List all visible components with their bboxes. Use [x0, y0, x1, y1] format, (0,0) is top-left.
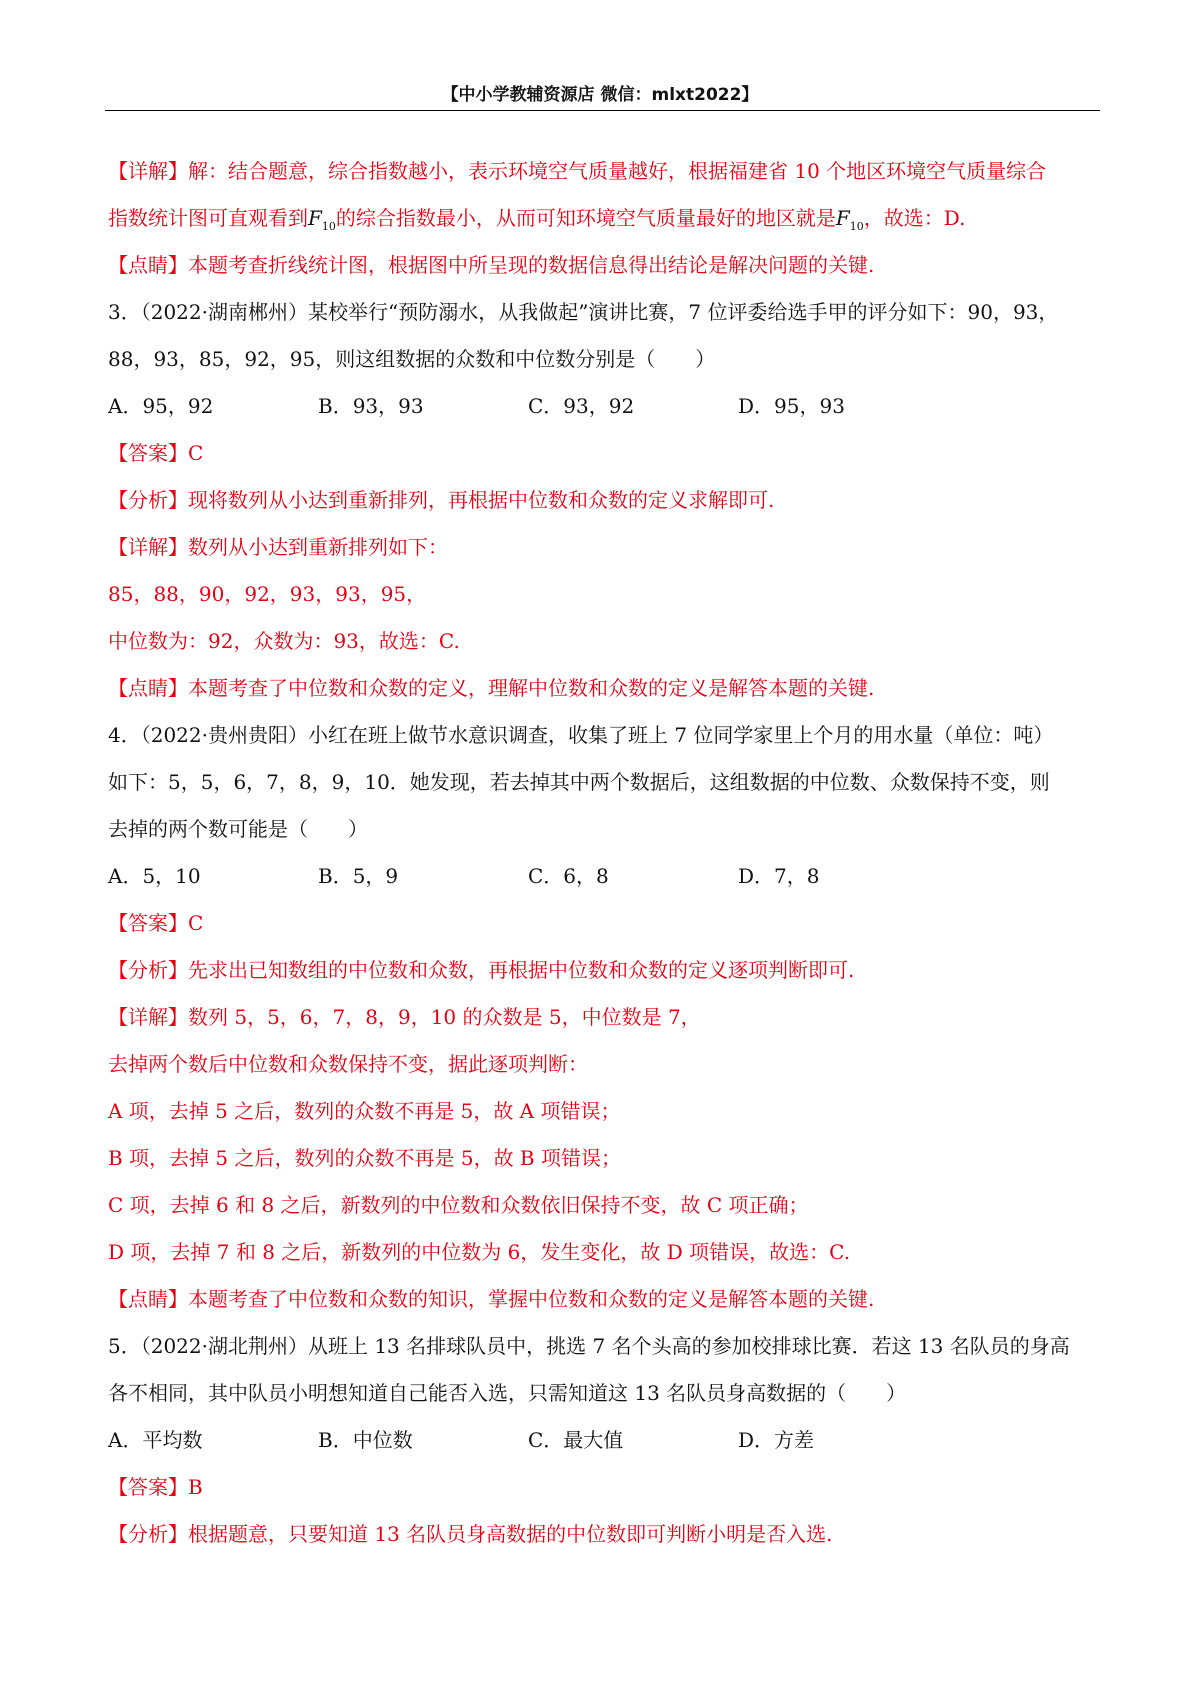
q5-analysis: 【分析】根据题意，只要知道 13 名队员身高数据的中位数即可判断小明是否入选.: [108, 1522, 833, 1546]
q4-detail-line-3: A 项，去掉 5 之后，数列的众数不再是 5，故 A 项错误；: [108, 1099, 621, 1123]
q4-detail-line-2: 去掉两个数后中位数和众数保持不变，据此逐项判断：: [108, 1052, 588, 1076]
q3-stem-line-1: 3．（2022·湖南郴州）某校举行“预防溺水，从我做起”演讲比赛，7 位评委给选手甲的评分如下：90，93，: [108, 300, 1059, 324]
q4-option-d: D．7，8: [738, 864, 820, 888]
q5-stem-line-2: 各不相同，其中队员小明想知道自己能否入选，只需知道这 13 名队员身高数据的（ ）: [108, 1381, 907, 1405]
q5-option-b: B．中位数: [318, 1428, 413, 1452]
q4-detail-line-4: B 项，去掉 5 之后，数列的众数不再是 5，故 B 项错误；: [108, 1146, 621, 1170]
q2-detail-line-2: [108, 195, 1098, 242]
q3-answer: 【答案】C: [108, 441, 204, 465]
q5-option-c: C．最大值: [528, 1428, 624, 1452]
q4-analysis: 【分析】先求出已知数组的中位数和众数，再根据中位数和众数的定义逐项判断即可.: [108, 958, 855, 982]
q4-detail-line-5: C 项，去掉 6 和 8 之后，新数列的中位数和众数依旧保持不变，故 C 项正确；: [108, 1193, 809, 1217]
q3-option-c: C．93，92: [528, 394, 635, 418]
q3-option-d: D．95，93: [738, 394, 845, 418]
q3-analysis: 【分析】现将数列从小达到重新排列，再根据中位数和众数的定义求解即可.: [108, 488, 775, 512]
q4-detail-line-6: D 项，去掉 7 和 8 之后，新数列的中位数为 6，发生变化，故 D 项错误，故选：C.: [108, 1240, 851, 1264]
page-header: 【中小学教辅资源店 微信：mlxt2022】: [441, 85, 759, 105]
q4-option-a: A．5，10: [108, 864, 201, 888]
q4-option-b: B．5，9: [318, 864, 399, 888]
variable-f10: $F_{10}$: [835, 206, 864, 233]
header-divider: [105, 110, 1100, 111]
q2-comment: 【点睛】本题考查折线统计图，根据图中所呈现的数据信息得出结论是解决问题的关键.: [108, 253, 875, 277]
q2-detail-line-1: 【详解】解：结合题意，综合指数越小，表示环境空气质量越好，根据福建省 10 个地区环境空气质量综合: [108, 159, 1047, 183]
variable-f10: $F_{10}$: [308, 206, 336, 233]
q4-detail-line-1: 【详解】数列 5，5，6，7，8，9，10 的众数是 5，中位数是 7，: [108, 1005, 701, 1029]
q5-option-d: D．方差: [738, 1428, 815, 1452]
q4-stem-line-2: 如下：5，5，6，7，8，9，10．她发现，若去掉其中两个数据后，这组数据的中位数、众数保持不变，则: [108, 770, 1050, 794]
q4-stem-line-1: 4．（2022·贵州贵阳）小红在班上做节水意识调查，收集了班上 7 位同学家里上个月的用水量（单位：吨）: [108, 723, 1054, 747]
q5-options: [108, 1417, 1098, 1464]
q3-detail-line-2: 85，88，90，92，93，93，95，: [108, 582, 427, 606]
q3-options: [108, 383, 1098, 430]
q4-answer: 【答案】C: [108, 911, 204, 935]
q3-stem-line-2: 88，93，85，92，95，则这组数据的众数和中位数分别是（ ）: [108, 347, 716, 371]
q4-stem-line-3: 去掉的两个数可能是（ ）: [108, 817, 368, 841]
q5-stem-line-1: 5．（2022·湖北荆州）从班上 13 名排球队员中，挑选 7 名个头高的参加校排球比赛．若这 13 名队员的身高: [108, 1334, 1070, 1358]
q4-options: [108, 853, 1098, 900]
q3-detail-line-3: 中位数为：92，众数为：93，故选：C.: [108, 629, 460, 653]
q3-option-b: B．93，93: [318, 394, 424, 418]
q3-detail-line-1: 【详解】数列从小达到重新排列如下：: [108, 535, 448, 559]
q3-option-a: A．95，92: [108, 394, 214, 418]
document-body: [108, 148, 1098, 1558]
q5-answer: 【答案】B: [108, 1475, 203, 1499]
q2-detail-text-b: 的综合指数最小，从而可知环境空气质量最好的地区就是: [335, 206, 836, 230]
q4-comment: 【点睛】本题考查了中位数和众数的知识，掌握中位数和众数的定义是解答本题的关键.: [108, 1287, 875, 1311]
q2-detail-text-c: ，故选：D.: [863, 206, 966, 230]
q2-detail-text-a: 指数统计图可直观看到: [108, 206, 308, 230]
q4-option-c: C．6，8: [528, 864, 609, 888]
q5-option-a: A．平均数: [108, 1428, 203, 1452]
q3-comment: 【点睛】本题考查了中位数和众数的定义，理解中位数和众数的定义是解答本题的关键.: [108, 676, 875, 700]
